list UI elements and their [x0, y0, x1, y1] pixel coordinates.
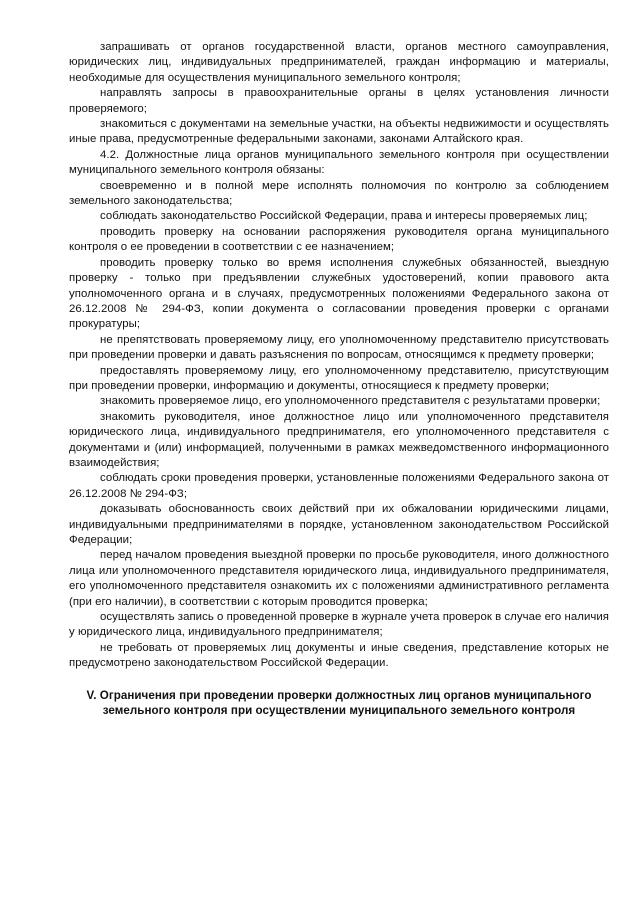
paragraph-review-documents: знакомиться с документами на земельные участки, на объекты недвижимости и осуществлять иные права, предусмотренные федеральными законами, законами Алтайского края. [69, 118, 609, 146]
paragraph-send-requests: направлять запросы в правоохранительные органы в целях установления личности проверяемого; [69, 87, 609, 115]
paragraph-observe-legislation: соблюдать законодательство Российской Федерации, права и интересы проверяемых лиц; [100, 210, 588, 223]
paragraph-acquaint-regulation: перед началом проведения выездной проверки по просьбе руководителя, иного должностного лица или уполномоченного представителя юридического лица, индивидуального предпринимателя, его уполномоченного представителя ознакомить их с положениями административного регламента (при его наличии), в соответствии с которым проводится проверка; [69, 549, 609, 608]
paragraph-acquaint-results: знакомить проверяемое лицо, его уполномоченного представителя с результатами проверки; [100, 395, 601, 408]
paragraph-inspection-during-duties: проводить проверку только во время исполнения служебных обязанностей, выездную проверку - только при предъявлении служебных удостоверений, копии правового акта уполномоченного органа и в случаях, предусмотренных положениями Федерального закона от 26.12.2008 № 294-ФЗ, копии документа о согласовании проведения проверки с органами прокуратуры; [69, 256, 609, 331]
paragraph-prove-validity: доказывать обоснованность своих действий при их обжаловании юридическими лицами, индивидуальными предпринимателями в порядке, установленном законодательством Российской Федерации; [69, 503, 609, 546]
paragraph-observe-deadlines: соблюдать сроки проведения проверки, установленные положениями Федерального закона от 26.12.2008 № 294-ФЗ; [69, 472, 609, 500]
document-page [69, 40, 609, 718]
paragraph-clause-4-2: 4.2. Должностные лица органов муниципального земельного контроля при осуществлении муниципального земельного контроля обязаны: [69, 148, 609, 177]
document-body [69, 40, 609, 672]
paragraph-timely-execution: своевременно и в полной мере исполнять полномочия по контролю за соблюдением земельного законодательства; [69, 179, 609, 208]
paragraph-not-obstruct: не препятствовать проверяемому лицу, его уполномоченному представителю присутствовать при проведении проверки и давать разъяснения по вопросам, относящимся к предмету проверки; [69, 333, 609, 362]
paragraph-acquaint-documents: знакомить руководителя, иное должностное лицо или уполномоченного представителя юридического лица, индивидуального предпринимателя, его уполномоченного представителя с документами и (или) информацией, полученными в рамках межведомственного информационного взаимодействия; [69, 410, 609, 469]
paragraph-journal-entry: осуществлять запись о проведенной проверке в журнале учета проверок в случае его наличия у юридического лица, индивидуального предпринимателя; [69, 611, 609, 639]
paragraph-inspection-by-order: проводить проверку на основании распоряжения руководителя органа муниципального контроля о ее проведении в соответствии с ее назначением; [69, 225, 609, 254]
paragraph-request-information: запрашивать от органов государственной власти, органов местного самоуправления, юридических лиц, индивидуальных предпринимателей, граждан информацию и материалы, необходимые для осуществления муниципального земельного контроля; [69, 41, 609, 84]
section-heading: V. Ограничения при проведении проверки должностных лиц органов муниципального земельного контроля при осуществлении муниципального земельного контроля [86, 688, 592, 718]
paragraph-provide-information: предоставлять проверяемому лицу, его уполномоченному представителю, присутствующим при проведении проверки, информацию и документы, относящиеся к предмету проверки; [69, 364, 609, 392]
paragraph-not-require-documents: не требовать от проверяемых лиц документы и иные сведения, представление которых не предусмотрено законодательством Российской Федерации. [69, 641, 609, 670]
